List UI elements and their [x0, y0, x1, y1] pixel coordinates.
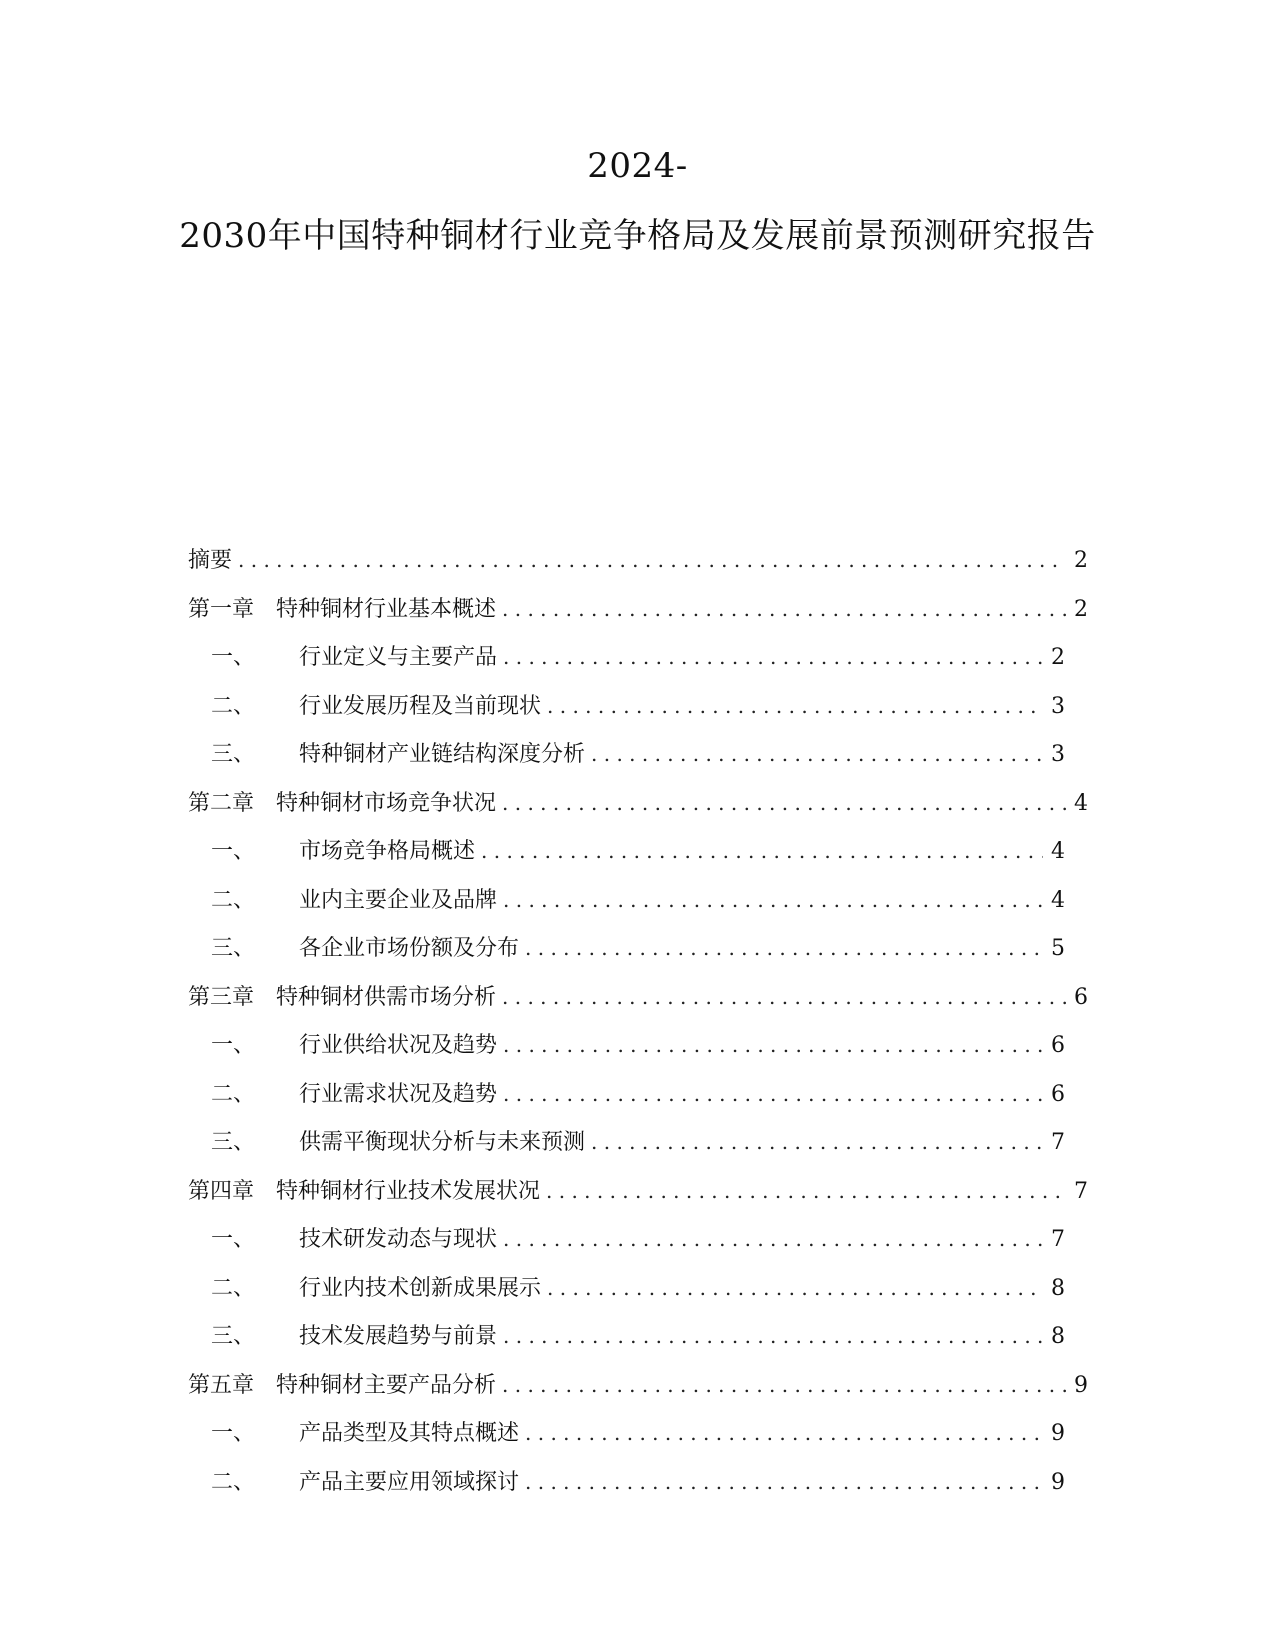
toc-entry-number: 一、 [211, 645, 256, 670]
toc-entry-label: 特种铜材供需市场分析 [276, 984, 497, 1010]
toc-entry-number: 一、 [211, 839, 256, 864]
toc-entry-number: 第一章 [188, 596, 255, 622]
toc-entry-label: 行业需求状况及趋势 [299, 1081, 498, 1107]
toc-entry-label: 业内主要企业及品牌 [299, 887, 498, 913]
toc-entry-label: 摘要 [188, 548, 233, 573]
toc-page-number: 3 [1051, 742, 1065, 767]
toc-dot-leader [503, 633, 1043, 681]
toc-entry-number: 第五章 [188, 1372, 255, 1398]
toc-page-number: 9 [1051, 1421, 1065, 1446]
toc-section-entry[interactable] [188, 633, 1088, 682]
toc-section-entry[interactable] [188, 827, 1088, 876]
toc-section-entry[interactable] [188, 682, 1088, 731]
toc-page-number: 4 [1051, 887, 1065, 913]
toc-chapter-entry[interactable] [188, 779, 1088, 828]
toc-chapter-entry[interactable] [188, 1361, 1088, 1410]
toc-chapter-entry[interactable] [188, 585, 1088, 634]
toc-section-entry[interactable] [188, 1312, 1088, 1361]
toc-entry-label: 特种铜材主要产品分析 [276, 1372, 497, 1398]
toc-page-number: 7 [1051, 1227, 1065, 1252]
toc-dot-leader [481, 827, 1043, 875]
toc-page-number: 2 [1051, 645, 1065, 670]
toc-dot-leader [502, 779, 1066, 827]
toc-page-number: 8 [1051, 1275, 1065, 1301]
toc-chapter-entry[interactable] [188, 973, 1088, 1022]
toc-page-number: 2 [1074, 548, 1088, 573]
toc-dot-leader [547, 1264, 1043, 1312]
toc-entry-number: 二、 [211, 1275, 256, 1301]
toc-entry-label: 行业发展历程及当前现状 [299, 693, 542, 719]
toc-entry-label: 技术发展趋势与前景 [299, 1324, 498, 1349]
toc-page-number: 6 [1051, 1033, 1065, 1058]
toc-page-number: 4 [1051, 839, 1065, 864]
toc-entry-number: 二、 [211, 1469, 256, 1495]
toc-section-entry[interactable] [188, 1264, 1088, 1313]
toc-section-entry[interactable] [188, 876, 1088, 925]
toc-section-entry[interactable] [188, 1021, 1088, 1070]
toc-dot-leader [503, 1312, 1043, 1360]
toc-dot-leader [525, 924, 1043, 972]
toc-section-entry[interactable] [188, 1215, 1088, 1264]
toc-chapter-entry[interactable] [188, 1167, 1088, 1216]
toc-dot-leader [503, 1215, 1043, 1263]
document-title [0, 142, 1275, 282]
toc-entry-number: 三、 [211, 936, 256, 961]
toc-entry-label: 市场竞争格局概述 [299, 839, 476, 864]
toc-dot-leader [591, 1118, 1043, 1166]
toc-entry-number: 一、 [211, 1421, 256, 1446]
toc-entry-label: 产品主要应用领域探讨 [299, 1469, 520, 1495]
toc-dot-leader [525, 1409, 1043, 1457]
toc-entry-number: 二、 [211, 1081, 256, 1107]
toc-chapter-entry[interactable] [188, 536, 1088, 585]
toc-page-number: 7 [1074, 1178, 1088, 1204]
toc-entry-label: 产品类型及其特点概述 [299, 1421, 520, 1446]
toc-page-number: 6 [1074, 984, 1088, 1010]
toc-dot-leader [502, 973, 1066, 1021]
toc-dot-leader [502, 1361, 1066, 1409]
toc-section-entry[interactable] [188, 1458, 1088, 1507]
toc-section-entry[interactable] [188, 1070, 1088, 1119]
toc-page-number: 4 [1074, 790, 1088, 816]
toc-page-number: 9 [1051, 1469, 1065, 1495]
toc-entry-label: 行业定义与主要产品 [299, 645, 498, 670]
toc-entry-number: 第四章 [188, 1178, 255, 1204]
toc-dot-leader [547, 682, 1043, 730]
toc-page-number: 2 [1074, 596, 1088, 622]
toc-page-number: 6 [1051, 1081, 1065, 1107]
toc-page-number: 8 [1051, 1324, 1065, 1349]
toc-entry-number: 三、 [211, 1130, 256, 1155]
toc-dot-leader [502, 585, 1066, 633]
toc-dot-leader [503, 1021, 1043, 1069]
toc-entry-number: 第三章 [188, 984, 255, 1010]
toc-entry-number: 三、 [211, 1324, 256, 1349]
title-line-2: 2030年中国特种铜材行业竞争格局及发展前景预测研究报告 [179, 216, 1096, 256]
toc-page-number: 9 [1074, 1372, 1088, 1398]
toc-entry-number: 一、 [211, 1227, 256, 1252]
toc-entry-label: 特种铜材行业技术发展状况 [276, 1178, 541, 1204]
toc-dot-leader [546, 1167, 1066, 1215]
toc-entry-number: 第二章 [188, 790, 255, 816]
toc-entry-label: 特种铜材市场竞争状况 [276, 790, 497, 816]
toc-dot-leader [525, 1458, 1043, 1506]
toc-entry-number: 二、 [211, 693, 256, 719]
toc-entry-label: 各企业市场份额及分布 [299, 936, 520, 961]
toc-dot-leader [503, 1070, 1043, 1118]
toc-entry-label: 特种铜材产业链结构深度分析 [299, 742, 586, 767]
toc-page-number: 5 [1051, 936, 1065, 961]
toc-dot-leader [238, 536, 1066, 584]
toc-section-entry[interactable] [188, 1118, 1088, 1167]
toc-entry-number: 三、 [211, 742, 256, 767]
toc-section-entry[interactable] [188, 730, 1088, 779]
toc-section-entry[interactable] [188, 1409, 1088, 1458]
toc-entry-label: 特种铜材行业基本概述 [276, 596, 497, 622]
toc-dot-leader [591, 730, 1043, 778]
toc-entry-number: 二、 [211, 887, 256, 913]
table-of-contents [188, 536, 1088, 1506]
toc-entry-number: 一、 [211, 1033, 256, 1058]
toc-entry-label: 行业内技术创新成果展示 [299, 1275, 542, 1301]
toc-entry-label: 供需平衡现状分析与未来预测 [299, 1130, 586, 1155]
toc-entry-label: 行业供给状况及趋势 [299, 1033, 498, 1058]
toc-page-number: 7 [1051, 1130, 1065, 1155]
toc-page-number: 3 [1051, 693, 1065, 719]
title-line-1: 2024- [587, 146, 688, 186]
toc-entry-label: 技术研发动态与现状 [299, 1227, 498, 1252]
toc-section-entry[interactable] [188, 924, 1088, 973]
toc-dot-leader [503, 876, 1043, 924]
